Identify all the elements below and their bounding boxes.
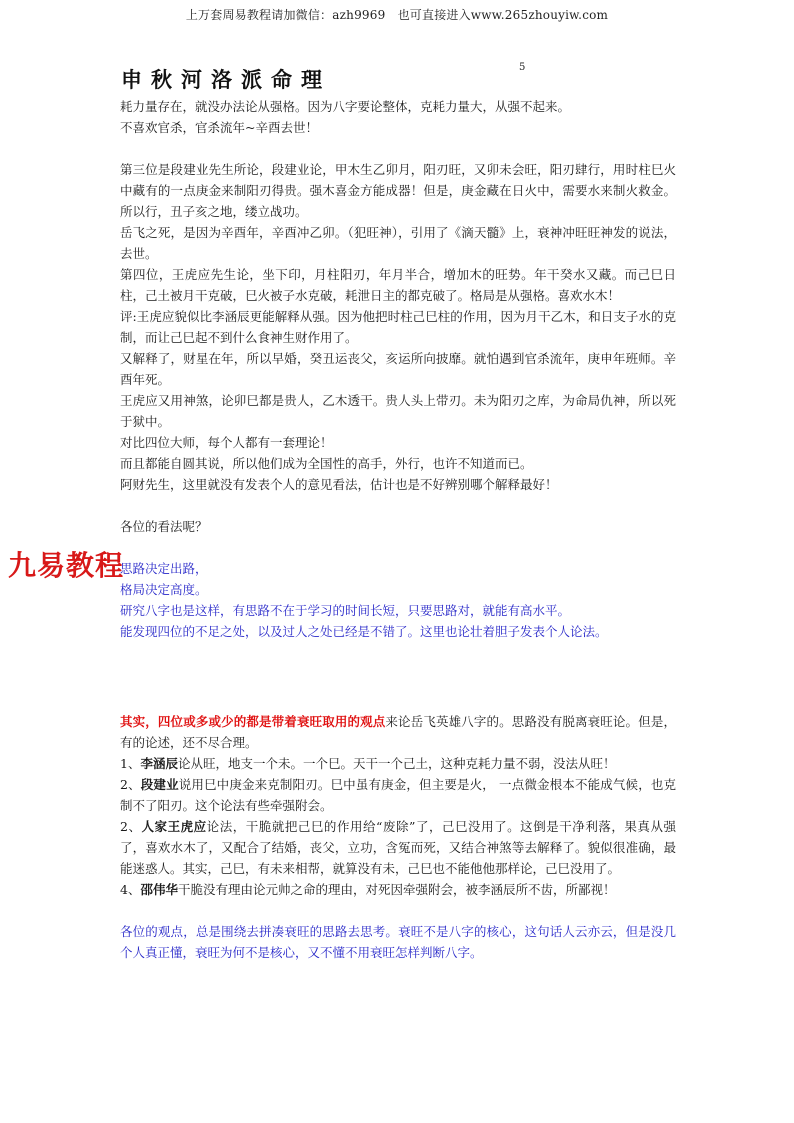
paragraph: 各位的看法呢？ [120,519,208,534]
paragraph: 不喜欢官杀，官杀流年~辛酉去世！ [120,120,318,135]
paragraph: 而且都能自圆其说，所以他们成为全国性的高手，外行，也许不知道而已。 [120,456,533,471]
section-intro [120,711,676,753]
paragraph: 又解释了，财星在年，所以早婚，癸丑运丧父，亥运所向披靡。就怕遇到官杀流年，庚申年班师。辛酉年死。 [120,351,676,387]
item-text: 论法，干脆就把己巳的作用给“废除”了，己巳没用了。这倒是干净利落，果真从强了，喜欢水木了，又配合了结婚，丧父，立功，含冤而死，又结合神煞等去解释了。貌似很准确，最能迷惑人。其实，己巳，有未来相帮，就算没有未，己巳也不能他他那样论，己巳没用了。 [120,819,676,876]
list-item [120,879,676,900]
paragraph: 对比四位大师，每个人都有一套理论！ [120,435,333,450]
blue-line: 格局决定高度。 [120,582,208,597]
item-name: 人家王虎应 [141,819,207,834]
intro-rest: 来论岳飞英雄八字的。思路没有脱离衰旺论。但是，有的论述，还不尽合理。 [120,714,676,750]
paragraph: 耗力量存在，就没办法论从强格。因为八字要论整体，克耗力量大，从强不起来。 [120,99,571,114]
page-number: 5 [519,62,526,73]
document-body [120,96,676,963]
list-item [120,774,676,816]
paragraph: 第三位是段建业先生所论，段建业论，甲木生乙卯月，阳刃旺，又卯未会旺，阳刃肆行，用时柱巳火中藏有的一点庚金来制阳刃得贵。强木喜金方能成器！但是，庚金藏在日火中，需要水来制火救金。所以行，丑子亥之地，缕立战功。 [120,162,676,219]
item-name: 段建业 [140,777,179,792]
watermark-logo: 九易教程 [8,549,125,582]
page-header: 上万套周易教程请加微信：azh9969 也可直接进入www.265zhouyiw.com [185,8,609,22]
paragraph: 第四位，王虎应先生论，坐下印，月柱阳刃，年月半合，增加木的旺势。年干癸水又藏。而己巳日柱，己土被月干克破，巳火被子水克破，耗泄日主的都克破了。格局是从强格。喜欢水木！ [120,267,676,303]
closing-paragraph: 各位的观点，总是围绕去拼凑衰旺的思路去思考。衰旺不是八字的核心，这句话人云亦云，但是没几个人真正懂，衰旺为何不是核心，又不懂不用衰旺怎样判断八字。 [120,924,676,960]
item-name: 李涵辰 [140,756,178,771]
item-text: 论从旺，地支一个未。一个巳。天干一个己土，这种克耗力量不弱，没法从旺！ [177,756,616,771]
highlight-text: 其实，四位或多或少的都是带着衰旺取用的观点 [120,714,386,729]
item-number: 4、 [120,882,141,897]
blue-line: 能发现四位的不足之处，以及过人之处已经是不错了。这里也论壮着胆子发表个人论法。 [120,624,608,639]
item-name: 邵伟华 [140,882,178,897]
item-number: 2、 [120,777,141,792]
list-item [120,753,676,774]
blue-line: 思路决定出路， [120,561,208,576]
page-title: 申秋河洛派命理 [121,68,331,92]
item-text: 说用巳中庚金来克制阳刃。巳中虽有庚金，但主要是火， 一点微金根本不能成气候，也克制不了阳刃。这个论法有些牵强附会。 [120,777,676,813]
paragraph: 评:王虎应貌似比李涵辰更能解释从强。因为他把时柱己巳柱的作用，因为月干乙木，和日支子水的克制，而让己巳起不到什么食神生财作用了。 [120,309,676,345]
list-item [120,816,676,879]
item-number: 2、 [120,819,142,834]
item-number: 1、 [120,756,141,771]
blue-line: 研究八字也是这样，有思路不在于学习的时间长短，只要思路对，就能有高水平。 [120,603,571,618]
paragraph: 王虎应又用神煞，论卯巳都是贵人，乙木透干。贵人头上带刃。未为阳刃之库，为命局仇神，所以死于狱中。 [120,393,676,429]
paragraph: 岳飞之死，是因为辛酉年，辛酉冲乙卯。（犯旺神），引用了《滴天髓》上，衰神冲旺旺神发的说法，去世。 [120,225,676,261]
item-text: 干脆没有理由论元帅之命的理由，对死因牵强附会，被李涵辰所不齿，所鄙视！ [177,882,616,897]
paragraph: 阿财先生，这里就没有发表个人的意见看法，估计也是不好辨别哪个解释最好！ [120,477,558,492]
